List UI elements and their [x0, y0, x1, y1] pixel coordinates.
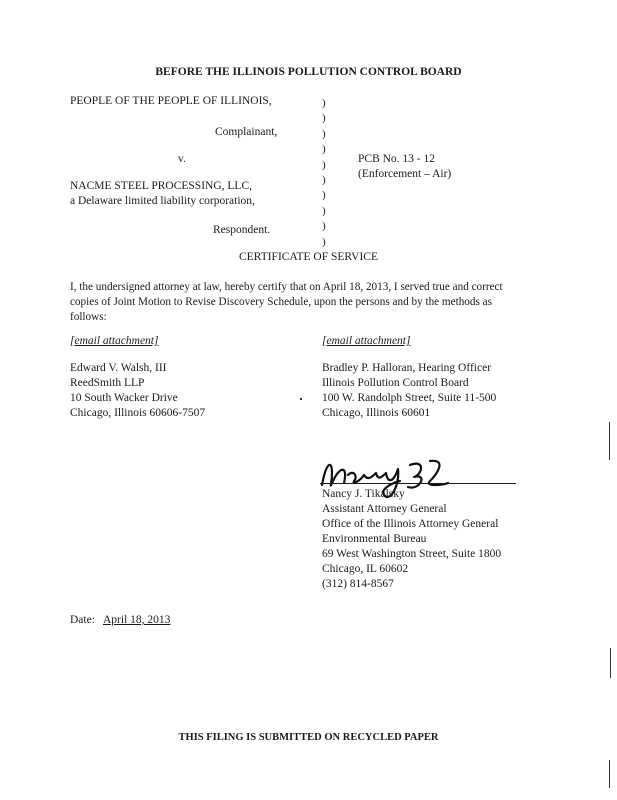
paren: ): [322, 189, 326, 202]
paren: ): [322, 158, 326, 171]
date-label: Date:: [70, 614, 95, 626]
signer-city: Chicago, IL 60602: [322, 563, 409, 575]
certificate-heading: CERTIFICATE OF SERVICE: [239, 251, 378, 263]
date-value: April 18, 2013: [103, 614, 171, 626]
signer-phone: (312) 814-8567: [322, 578, 394, 590]
case-type: (Enforcement – Air): [358, 168, 452, 180]
scan-mark: [609, 760, 610, 788]
service-method-left: [email attachment]: [70, 335, 159, 347]
certificate-text-line: copies of Joint Motion to Revise Discovery Schedule, upon the persons and by the methods as: [70, 296, 492, 308]
recycled-paper-footer: THIS FILING IS SUBMITTED ON RECYCLED PAPER: [178, 732, 439, 743]
case-number: PCB No. 13 - 12: [358, 153, 435, 165]
scan-mark: [610, 648, 611, 678]
recipient-right-line: 100 W. Randolph Street, Suite 11-500: [322, 392, 497, 404]
recipient-left-line: Edward V. Walsh, III: [70, 362, 167, 374]
signer-office: Office of the Illinois Attorney General: [322, 518, 499, 530]
respondent-name: NACME STEEL PROCESSING, LLC,: [70, 180, 252, 192]
recipient-right-line: Illinois Pollution Control Board: [322, 377, 469, 389]
recipient-right-line: Chicago, Illinois 60601: [322, 407, 431, 419]
caption-parentheses: [322, 96, 326, 250]
recipient-left-line: Chicago, Illinois 60606-7507: [70, 407, 206, 419]
certificate-text-line: I, the undersigned attorney at law, hereby certify that on April 18, 2013, I served true and correct: [70, 281, 503, 293]
scan-mark: [609, 422, 610, 460]
paren: ): [322, 204, 326, 217]
scan-mark: [300, 398, 302, 400]
paren: ): [322, 112, 326, 125]
paren: ): [322, 173, 326, 186]
recipient-left-line: 10 South Wacker Drive: [70, 392, 178, 404]
paren: ): [322, 143, 326, 156]
certificate-text-line: follows:: [70, 311, 107, 323]
versus: v.: [178, 153, 186, 165]
complainant-name: PEOPLE OF THE PEOPLE OF ILLINOIS,: [70, 95, 272, 107]
service-method-right: [email attachment]: [322, 335, 411, 347]
signer-title: Assistant Attorney General: [322, 503, 447, 515]
signer-street: 69 West Washington Street, Suite 1800: [322, 548, 502, 560]
paren: ): [322, 97, 326, 109]
signer-bureau: Environmental Bureau: [322, 533, 427, 545]
complainant-role: Complainant,: [215, 126, 278, 138]
paren: ): [322, 127, 326, 140]
signature-line: [320, 483, 516, 484]
page-title: BEFORE THE ILLINOIS POLLUTION CONTROL BOARD: [155, 66, 462, 78]
respondent-description: a Delaware limited liability corporation,: [70, 195, 255, 207]
respondent-role: Respondent.: [213, 224, 271, 236]
signer-name: Nancy J. Tikalsky: [322, 488, 405, 500]
recipient-right-line: Bradley P. Halloran, Hearing Officer: [322, 362, 492, 374]
recipient-left-line: ReedSmith LLP: [70, 377, 145, 389]
paren: ): [322, 220, 326, 233]
paren: ): [322, 235, 326, 248]
